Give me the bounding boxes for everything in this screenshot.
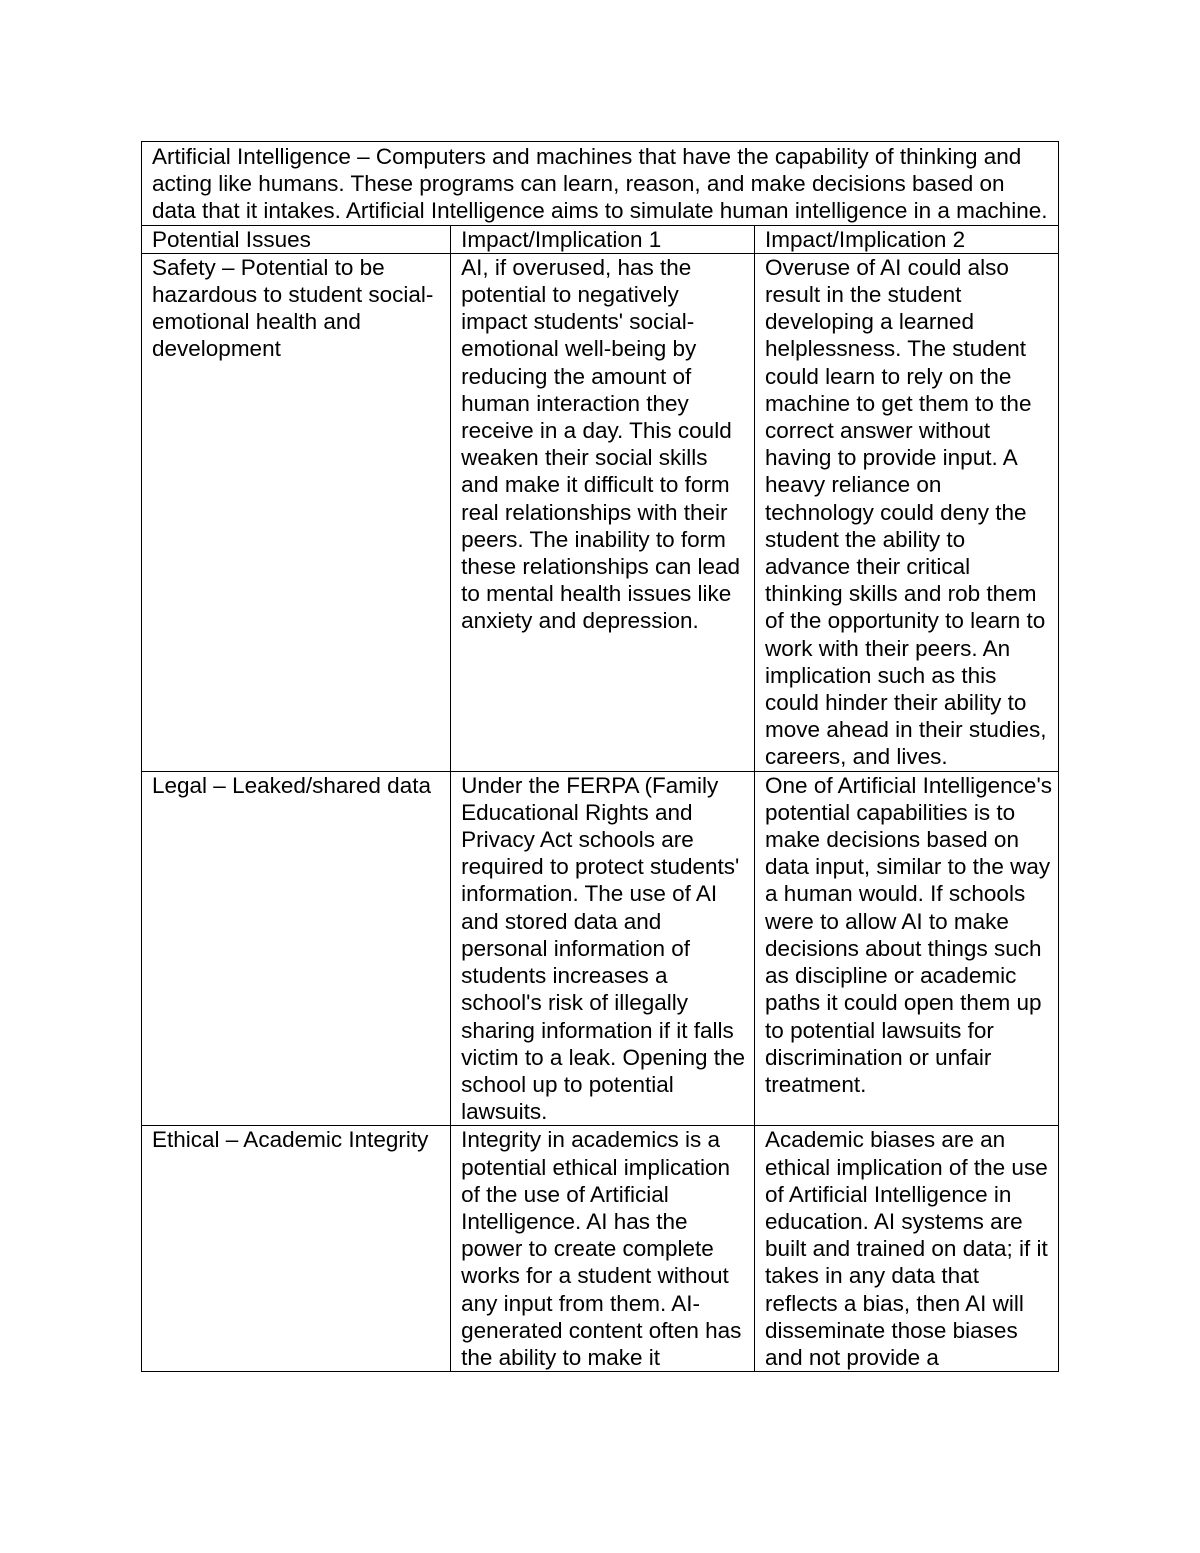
impact-1-cell: AI, if overused, has the potential to negatively impact students' social-emotional well-being by reducing the amount of human interaction they receive in a day. This could weaken their social skills and make it difficult to form real relationships with their peers. The inability to form these relationships can lead to mental health issues like anxiety and depression.: [451, 253, 755, 771]
issue-cell: Safety – Potential to be hazardous to student social-emotional health and development: [142, 253, 451, 771]
header-potential-issues: Potential Issues: [142, 225, 451, 253]
table-row: [142, 771, 1059, 1126]
ai-definition: Artificial Intelligence – Computers and machines that have the capability of thinking and acting like humans. These programs can learn, reason, and make decisions based on data that it intakes. Artificial Intelligence aims to simulate human intelligence in a machine.: [142, 142, 1059, 226]
impact-1-cell: Under the FERPA (Family Educational Rights and Privacy Act schools are required to protect students' information. The use of AI and stored data and personal information of students increases a school's risk of illegally sharing information if it falls victim to a leak. Opening the school up to potential lawsuits.: [451, 771, 755, 1126]
issues-table: [141, 141, 1059, 1372]
issue-cell: Legal – Leaked/shared data: [142, 771, 451, 1126]
intro-row: [142, 142, 1059, 226]
header-row: [142, 225, 1059, 253]
header-impact-1: Impact/Implication 1: [451, 225, 755, 253]
header-impact-2: Impact/Implication 2: [755, 225, 1059, 253]
impact-2-cell: One of Artificial Intelligence's potential capabilities is to make decisions based on data input, similar to the way a human would. If schools were to allow AI to make decisions about things such as discipline or academic paths it could open them up to potential lawsuits for discrimination or unfair treatment.: [755, 771, 1059, 1126]
issue-cell: Ethical – Academic Integrity: [142, 1126, 451, 1372]
table-row: [142, 1126, 1059, 1372]
impact-2-cell: Academic biases are an ethical implication of the use of Artificial Intelligence in education. AI systems are built and trained on data; if it takes in any data that reflects a bias, then AI will disseminate those biases and not provide a: [755, 1126, 1059, 1372]
impact-2-cell: Overuse of AI could also result in the student developing a learned helplessness. The student could learn to rely on the machine to get them to the correct answer without having to provide input. A heavy reliance on technology could deny the student the ability to advance their critical thinking skills and rob them of the opportunity to learn to work with their peers. An implication such as this could hinder their ability to move ahead in their studies, careers, and lives.: [755, 253, 1059, 771]
impact-1-cell: Integrity in academics is a potential ethical implication of the use of Artificial Intelligence. AI has the power to create complete works for a student without any input from them. AI-generated content often has the ability to make it: [451, 1126, 755, 1372]
table-row: [142, 253, 1059, 771]
